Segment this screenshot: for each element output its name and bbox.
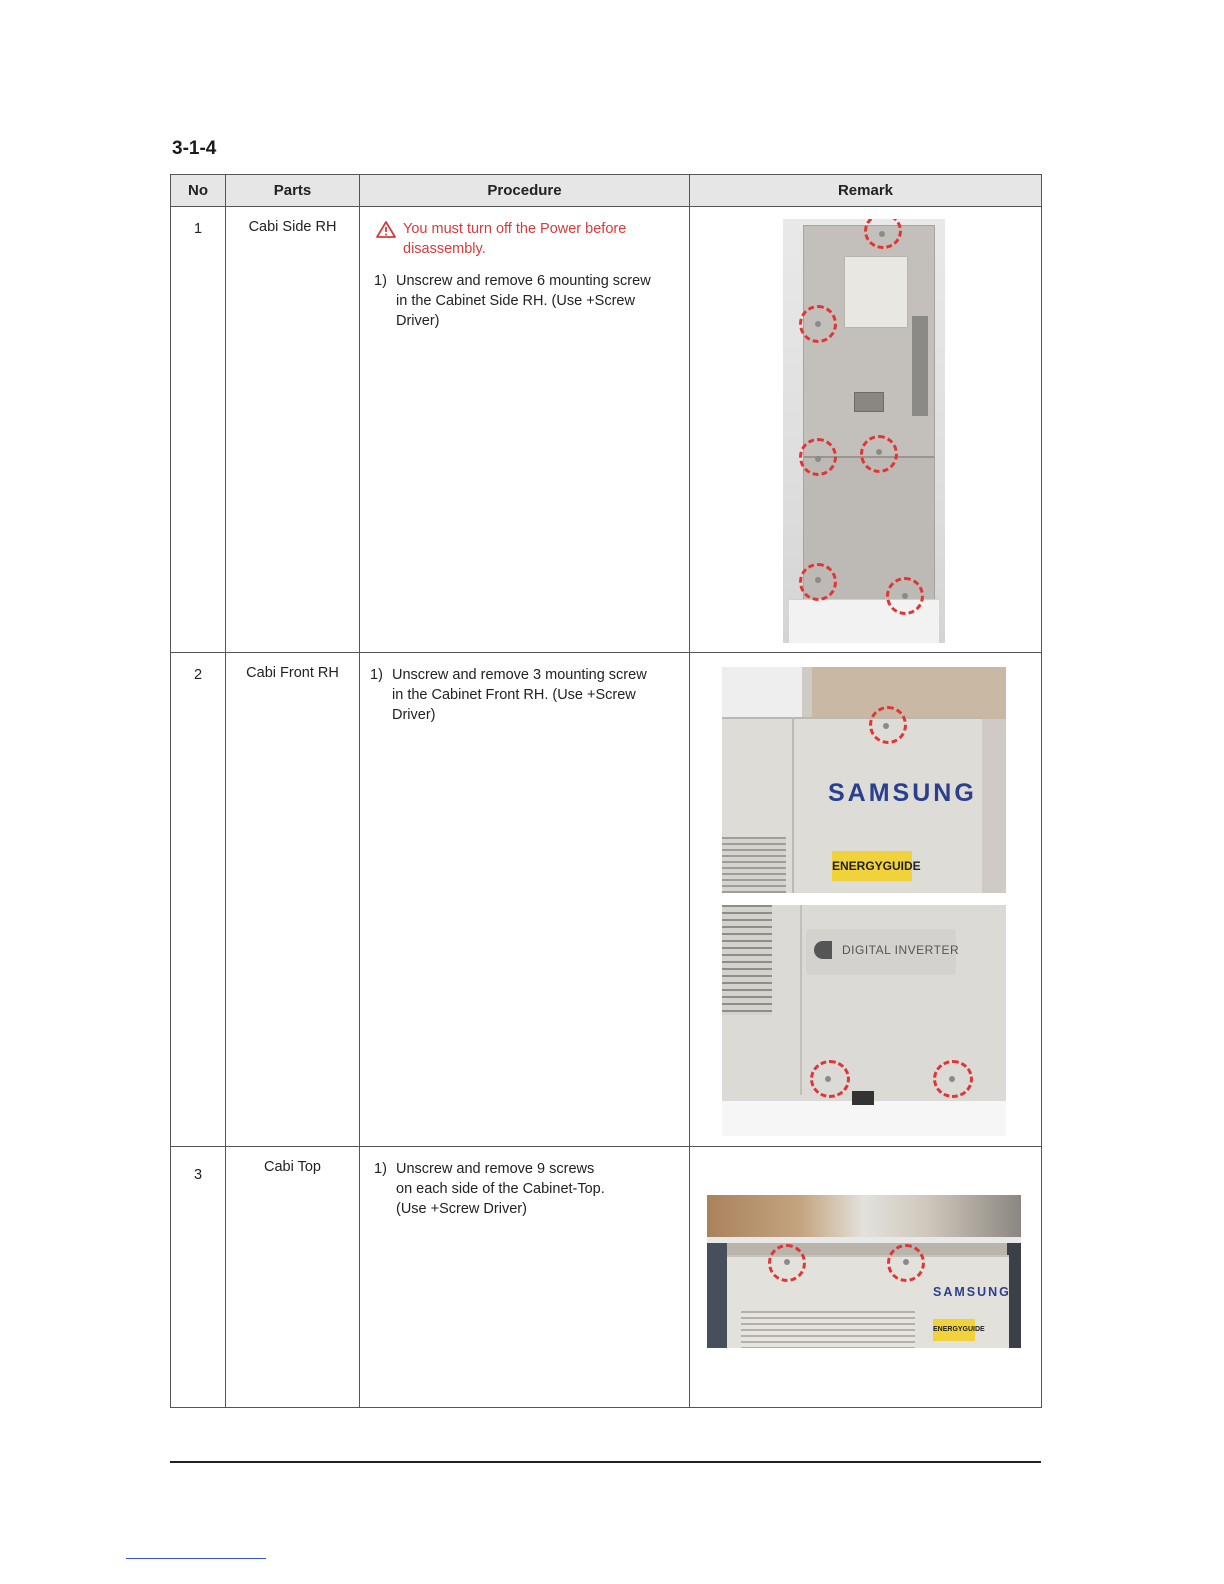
foam-base bbox=[722, 1101, 1006, 1136]
brand-logo: SAMSUNG bbox=[828, 779, 977, 807]
background-left bbox=[707, 1243, 727, 1348]
inverter-text: DIGITAL INVERTER bbox=[842, 943, 960, 957]
screw-marker bbox=[799, 438, 837, 476]
brand-logo: SAMSUNG bbox=[933, 1285, 1011, 1299]
screw-marker bbox=[933, 1060, 973, 1098]
grille bbox=[722, 905, 772, 1015]
warning-note bbox=[374, 219, 679, 259]
remark-cell bbox=[690, 653, 1042, 1147]
step-number: 1) bbox=[370, 667, 383, 683]
step-text-line: in the Cabinet Side RH. (Use +Screw Driver) bbox=[396, 293, 635, 329]
grille bbox=[741, 1311, 915, 1348]
background-shelf bbox=[707, 1195, 1021, 1239]
procedure-step bbox=[370, 665, 679, 725]
warning-text: You must turn off the Power before disassembly. bbox=[403, 221, 627, 257]
background bbox=[722, 667, 802, 717]
handle bbox=[854, 392, 884, 412]
grille bbox=[722, 837, 786, 893]
part-name: Cabi Front RH bbox=[226, 653, 360, 1147]
procedure-table bbox=[170, 174, 1042, 1408]
sticker bbox=[912, 316, 928, 416]
screw-marker bbox=[799, 563, 837, 601]
procedure-cell bbox=[360, 653, 690, 1147]
footer-rule bbox=[170, 1461, 1041, 1463]
section-number: 3-1-4 bbox=[172, 138, 217, 159]
procedure-step bbox=[374, 271, 679, 331]
part-name: Cabi Top bbox=[226, 1147, 360, 1408]
cabinet-front-photo bbox=[722, 667, 1006, 893]
shelf-rail bbox=[707, 1237, 1021, 1243]
header-parts: Parts bbox=[226, 175, 360, 207]
header-procedure: Procedure bbox=[360, 175, 690, 207]
screw-marker bbox=[886, 577, 924, 615]
inverter-logo-icon bbox=[814, 941, 832, 959]
cabinet-top-photo bbox=[707, 1195, 1021, 1348]
row-number: 2 bbox=[171, 653, 226, 1147]
step-text-line: Unscrew and remove 6 mounting screw bbox=[396, 273, 651, 289]
panel-seam bbox=[792, 717, 794, 893]
unit-body bbox=[803, 225, 935, 619]
step-text-line: (Use +Screw Driver) bbox=[396, 1201, 527, 1217]
remark-cell bbox=[690, 207, 1042, 653]
energy-guide-label: ENERGYGUIDE bbox=[832, 851, 912, 881]
table-row bbox=[171, 653, 1042, 1147]
step-text-line: in the Cabinet Front RH. (Use +Screw Driver) bbox=[392, 687, 636, 723]
panel-seam bbox=[800, 905, 802, 1095]
step-number: 1) bbox=[374, 1161, 387, 1177]
part-name: Cabi Side RH bbox=[226, 207, 360, 653]
remark-cell bbox=[690, 1147, 1042, 1408]
step-text-line: on each side of the Cabinet-Top. bbox=[396, 1181, 605, 1197]
vent bbox=[852, 1091, 874, 1105]
cabinet-side-photo bbox=[783, 219, 945, 643]
warning-triangle-icon bbox=[376, 221, 396, 238]
procedure-cell bbox=[360, 207, 690, 653]
cabinet-front-lower-photo bbox=[722, 905, 1006, 1136]
screw-marker bbox=[869, 706, 907, 744]
screw-marker bbox=[887, 1244, 925, 1282]
screw-marker bbox=[860, 435, 898, 473]
step-number: 1) bbox=[374, 273, 387, 289]
procedure-cell bbox=[360, 1147, 690, 1408]
footer-link-underline[interactable] bbox=[126, 1558, 266, 1559]
table-row bbox=[171, 207, 1042, 653]
step-text-line: Unscrew and remove 3 mounting screw bbox=[392, 667, 647, 683]
screw-marker bbox=[799, 305, 837, 343]
background-box bbox=[812, 667, 1006, 719]
table-header-row bbox=[171, 175, 1042, 207]
table-row bbox=[171, 1147, 1042, 1408]
header-no: No bbox=[171, 175, 226, 207]
step-text-line: Unscrew and remove 9 screws bbox=[396, 1161, 595, 1177]
screw-marker bbox=[810, 1060, 850, 1098]
energy-guide-label: ENERGYGUIDE bbox=[933, 1319, 975, 1341]
screw-marker bbox=[768, 1244, 806, 1282]
procedure-step bbox=[374, 1159, 679, 1219]
row-number: 1 bbox=[171, 207, 226, 653]
row-number: 3 bbox=[171, 1147, 226, 1408]
spec-label bbox=[844, 256, 908, 328]
header-remark: Remark bbox=[690, 175, 1042, 207]
